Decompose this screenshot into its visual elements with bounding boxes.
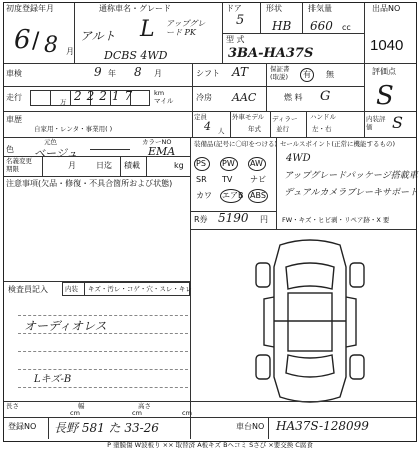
- equip-abs: ABS: [250, 191, 266, 201]
- import-sub: 年式: [248, 125, 261, 133]
- selling-point-3: デュアルカメラブレーキサポート: [284, 188, 419, 198]
- equip-ps: PS: [196, 159, 206, 169]
- load-label: 積載: [124, 161, 140, 170]
- inspector-interior-tab: 内装: [65, 285, 78, 293]
- interior-eval-value: S: [392, 113, 403, 132]
- dealer-sub: 並行: [276, 125, 289, 133]
- warranty-sub: (取説): [270, 73, 289, 81]
- first-registration-suffix: 月: [66, 47, 74, 56]
- lot-label: 出品NO: [372, 4, 401, 13]
- inspection-year-suffix: 年: [108, 69, 116, 78]
- equip-airbag: エアB: [222, 191, 244, 201]
- capacity-unit: 人: [218, 127, 225, 135]
- inspector-line-1: オーディオレス: [24, 319, 107, 333]
- equipment-label: 装備品(記号に〇印をつける): [194, 140, 278, 148]
- displacement-label: 排気量: [308, 4, 332, 13]
- interior-eval-label: 内装評価: [366, 115, 386, 131]
- history-options: 自家用・レンタ・事業用( ): [34, 125, 113, 133]
- mileage-man: 万: [60, 98, 67, 106]
- equip-pw: PW: [222, 159, 235, 169]
- height-label: 高さ: [138, 402, 151, 410]
- aircon-value: AAC: [232, 91, 257, 104]
- mileage-unit-mile: マイル: [154, 97, 174, 105]
- first-registration-month: 6: [14, 25, 31, 55]
- selling-point-1: 4WD: [286, 153, 311, 164]
- car-diagram: [250, 237, 370, 405]
- warranty-yes: 有: [303, 70, 311, 79]
- color-value: ベージュ: [34, 147, 78, 160]
- equip-tv: TV: [222, 175, 233, 184]
- shape-value: HB: [272, 19, 292, 33]
- r-coupon-unit: 円: [260, 215, 268, 224]
- equip-aw: AW: [250, 159, 263, 169]
- selling-point-2: アップグレードパッケージ搭載車: [284, 171, 418, 181]
- name-change-deadline: 期限: [6, 165, 19, 173]
- chassis-label: 車台NO: [236, 422, 265, 431]
- name-change-label: 名義変更: [6, 157, 32, 165]
- r-coupon-value: 5190: [218, 211, 249, 225]
- mileage-value: 22217: [74, 89, 138, 103]
- auction-sheet: 初度登録年月 6 / 8 月 通称車名・グレード アルト L アップグレード PK DCBS 4WD ドア 5 形状 HB 排気量 660 cc 型 式 3BA-HA37S 出品NO 1040 車検 9 年 8 月 シフト AT 保証書 (取説) 有 無 評価点 S 走行 万 22217 km マイル 冷房 AAC 燃 料 G 車歴 自家用・レンタ・事業用( ) 定員 4 人 外車モデル 年式 ディラー 並行 ハンドル 左・右 内装評価 S 色 元色 ベージュ カラーNO EMA 名義変更 期限 月 日迄 積載 kg 注意事項(欠品・修復・不具合箇所および状態) 装備品(記号に〇印をつける) PS PW AW SR TV ナビ カワ エアB ABS セールスポイント(正常に機能するもの) 4WD アップグレードパッケージ搭載車 デュアルカメラブレーキサポート R券 5190 円 FW・キズ・ヒビ剥・リペア跡・X 要 検査員記入 内装 キズ・汚レ・コゲ・穴・スレ・キレ オーディオレス Lキズ-B 長さ cm 幅 cm 高さ cm 登録NO 長野 581 た 33-26 車台NO HA37S-128099: [3, 2, 417, 442]
- load-unit: kg: [174, 161, 184, 170]
- damage-legend: P 塗膜傷 W波板り ×× 取替済 A板キズ Bヘコミ Sさび ×要交換 C腐食: [107, 441, 313, 449]
- color-no-label: カラーNO: [142, 138, 172, 146]
- warranty-no: 無: [326, 70, 334, 79]
- grade-eval-label: 評価点: [372, 67, 396, 76]
- height-unit: cm: [182, 409, 192, 417]
- handle-value: 左・右: [312, 125, 332, 133]
- door-label: ドア: [226, 4, 242, 13]
- equip-navi: ナビ: [250, 175, 266, 184]
- displacement-unit: cc: [342, 23, 351, 32]
- first-registration-label: 初度登録年月: [6, 4, 54, 13]
- capacity-label: 定員: [194, 113, 207, 121]
- equip-leather: カワ: [196, 191, 212, 200]
- inspection-month-suffix: 月: [154, 69, 162, 78]
- grade-extra: アップグレード PK: [166, 19, 206, 37]
- warranty-label: 保証書: [270, 65, 290, 73]
- notes-label: 注意事項(欠品・修復・不具合箇所および状態): [6, 179, 173, 188]
- inspector-line-5: Lキズ-B: [34, 374, 72, 385]
- mileage-label: 走行: [6, 93, 22, 102]
- r-coupon-note: FW・キズ・ヒビ剥・リペア跡・X 要: [282, 216, 390, 224]
- handle-label: ハンドル: [310, 113, 336, 121]
- shift-label: シフト: [196, 69, 220, 78]
- type-label: 型 式: [226, 35, 245, 44]
- chassis-value: HA37S-128099: [276, 419, 369, 433]
- width-unit: cm: [132, 409, 142, 417]
- shift-value: AT: [232, 65, 249, 79]
- first-registration-day: 8: [44, 33, 58, 58]
- name-change-day: 日迄: [96, 161, 112, 170]
- color-label: 色: [6, 145, 14, 154]
- history-label: 車歴: [6, 115, 22, 124]
- lot-number: 1040: [370, 37, 404, 54]
- selling-points-label: セールスポイント(正常に機能するもの): [280, 140, 395, 148]
- equip-sr: SR: [196, 175, 207, 184]
- name-change-month: 月: [68, 161, 76, 170]
- grade: L: [140, 17, 155, 42]
- capacity-value: 4: [204, 120, 211, 133]
- inspection-label: 車検: [6, 69, 22, 78]
- length-label: 長さ: [6, 402, 19, 410]
- original-color-label: 元色: [44, 138, 57, 146]
- inspector-label: 検査員記入: [8, 285, 48, 294]
- color-no-value: EMA: [148, 145, 176, 158]
- model-label: 通称車名・グレード: [99, 4, 171, 13]
- aircon-label: 冷房: [196, 93, 212, 102]
- import-label: 外車モデル: [232, 113, 265, 121]
- fuel-label: 燃 料: [284, 93, 303, 102]
- fuel-value: G: [320, 89, 331, 104]
- door-value: 5: [236, 13, 245, 28]
- grade-eval-value: S: [376, 81, 394, 111]
- mileage-unit-km: km: [154, 89, 165, 97]
- plate-label: 登録NO: [8, 422, 37, 431]
- inspection-year: 9: [94, 65, 102, 79]
- model-name: アルト: [80, 29, 116, 43]
- displacement-value: 660: [310, 19, 333, 33]
- dealer-label: ディラー: [272, 115, 298, 123]
- model-code: DCBS 4WD: [104, 49, 168, 62]
- r-coupon-label: R券: [194, 215, 208, 224]
- length-unit: cm: [70, 409, 80, 417]
- type-value: 3BA-HA37S: [228, 46, 314, 61]
- inspection-month: 8: [134, 65, 142, 79]
- width-label: 幅: [78, 402, 85, 410]
- shape-label: 形状: [266, 4, 282, 13]
- plate-value: 長野 581 た 33-26: [54, 421, 159, 435]
- inspector-damage-legend: キズ・汚レ・コゲ・穴・スレ・キレ: [88, 285, 192, 293]
